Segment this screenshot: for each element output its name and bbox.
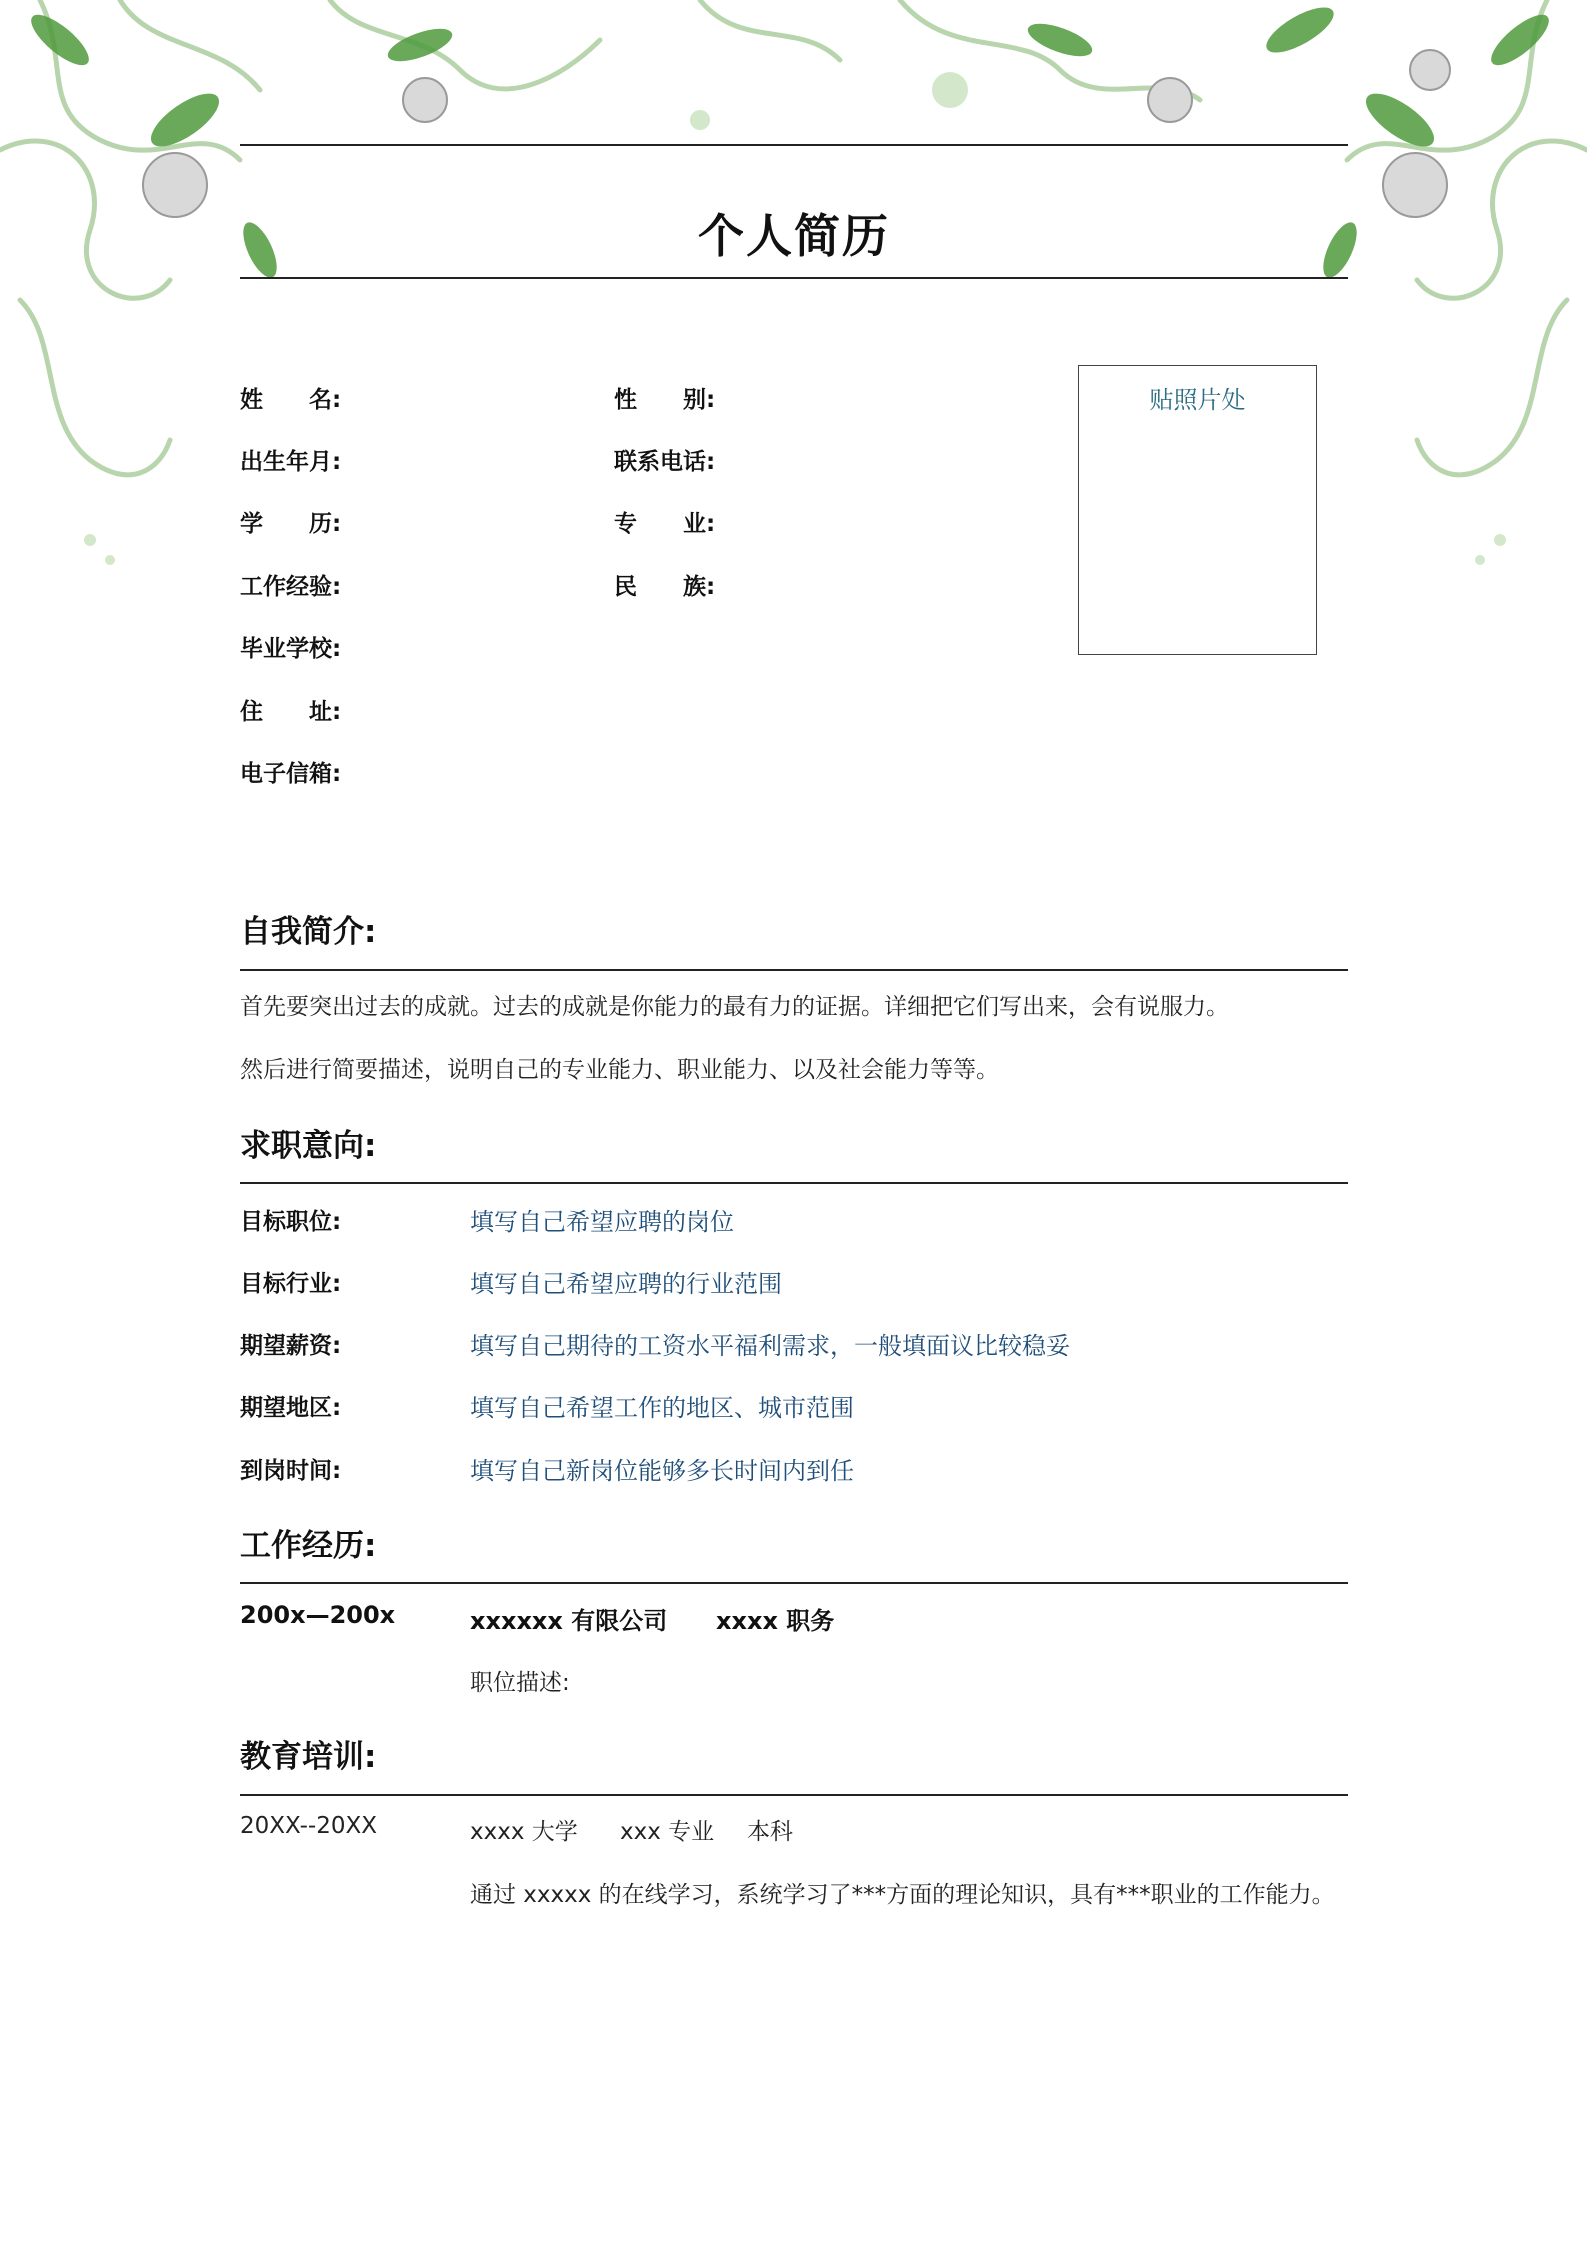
photo-placeholder-label: 贴照片处: [1149, 386, 1246, 414]
name-label: 姓 名:: [240, 387, 342, 413]
start-time-value: 填写自己新岗位能够多长时间内到任: [470, 1457, 854, 1485]
ethnicity-label: 民 族:: [614, 574, 716, 600]
job-intention-heading: 求职意向:: [240, 1128, 377, 1164]
school-label: 毕业学校:: [240, 636, 342, 662]
target-position-label: 目标职位:: [240, 1209, 342, 1235]
expected-salary-label: 期望薪资:: [240, 1333, 342, 1359]
page-title: 个人简历: [698, 209, 890, 263]
work-history-heading: 工作经历:: [240, 1528, 377, 1564]
education-rule: [240, 1794, 1348, 1796]
expected-region-label: 期望地区:: [240, 1395, 342, 1421]
education-major: xxx 专业: [620, 1819, 715, 1845]
target-position-value: 填写自己希望应聘的岗位: [470, 1208, 734, 1236]
phone-label: 联系电话:: [614, 449, 716, 475]
work-description: 职位描述:: [470, 1670, 570, 1696]
education-school: xxxx 大学: [470, 1819, 578, 1845]
self-intro-rule: [240, 969, 1348, 971]
start-time-label: 到岗时间:: [240, 1458, 342, 1484]
email-label: 电子信箱:: [240, 761, 342, 787]
expected-region-value: 填写自己希望工作的地区、城市范围: [470, 1394, 854, 1422]
job-intention-rule: [240, 1182, 1348, 1184]
gender-label: 性 别:: [614, 387, 716, 413]
work-history-rule: [240, 1582, 1348, 1584]
work-company: xxxxxx 有限公司: [470, 1607, 668, 1635]
major-label: 专 业:: [614, 511, 716, 537]
education-heading: 教育培训:: [240, 1739, 377, 1775]
work-position: xxxx 职务: [716, 1607, 835, 1635]
education-label: 学 历:: [240, 511, 342, 537]
expected-salary-value: 填写自己期待的工资水平福利需求，一般填面议比较稳妥: [470, 1332, 1070, 1360]
photo-placeholder-box: [1078, 365, 1317, 655]
self-intro-line-1: 首先要突出过去的成就。过去的成就是你能力的最有力的证据。详细把它们写出来，会有说服力。: [240, 994, 1229, 1020]
title-top-rule: [240, 144, 1348, 146]
self-intro-line-2: 然后进行简要描述，说明自己的专业能力、职业能力、以及社会能力等等。: [240, 1057, 999, 1083]
target-industry-value: 填写自己希望应聘的行业范围: [470, 1270, 782, 1298]
target-industry-label: 目标行业:: [240, 1271, 342, 1297]
education-period: 20XX--20XX: [240, 1813, 378, 1839]
title-bottom-rule: [240, 277, 1348, 279]
birth-label: 出生年月:: [240, 449, 342, 475]
work-period: 200x—200x: [240, 1601, 396, 1629]
education-degree: 本科: [747, 1819, 793, 1845]
address-label: 住 址:: [240, 699, 342, 725]
self-intro-heading: 自我简介:: [240, 914, 377, 950]
education-description: 通过 xxxxx 的在线学习，系统学习了***方面的理论知识，具有***职业的工作能力。: [470, 1882, 1335, 1908]
experience-label: 工作经验:: [240, 574, 342, 600]
